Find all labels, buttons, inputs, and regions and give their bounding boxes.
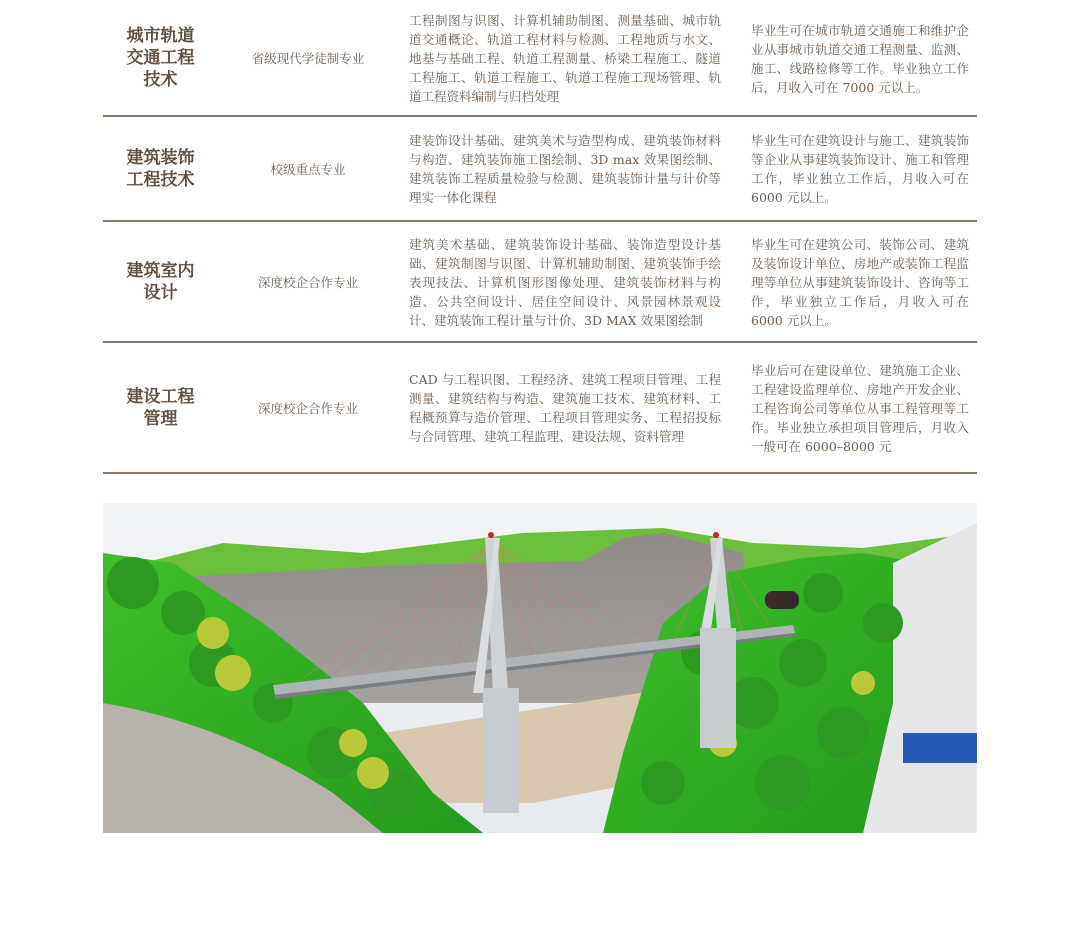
- major-jobs: 毕业生可在建筑设计与施工、建筑装饰等企业从事建筑装饰设计、施工和管理工作，毕业独立工作后，月收入可在 6000 元以上。: [751, 133, 969, 205]
- table-row: [103, 0, 977, 117]
- major-name: 城市轨道 交通工程 技术: [126, 25, 195, 90]
- major-courses: CAD 与工程识图、工程经济、建筑工程项目管理、工程测量、建筑结构与构造、建筑施工技术、建筑材料、工程概预算与造价管理、工程项目管理实务、工程招投标与合同管理、建筑工程监理、建设法规、资料管理: [409, 372, 721, 444]
- major-level: 校级重点专业: [270, 161, 346, 177]
- major-level: 深度校企合作专业: [257, 400, 358, 416]
- major-name: 建筑装饰 工程技术: [126, 147, 195, 190]
- table-row: [103, 343, 977, 474]
- major-courses: 建装饰设计基础、建筑美术与造型构成、建筑装饰材料与构造、建筑装饰施工图绘制、3D max 效果图绘制、建筑装饰工程质量检验与检测、建筑装饰计量与计价等理实一体化课程: [409, 133, 721, 205]
- major-name: 建筑室内 设计: [126, 260, 195, 303]
- table-row: [103, 117, 977, 222]
- bridge-model-photo: [103, 503, 977, 833]
- major-courses: 工程制图与识图、计算机辅助制图、测量基础、城市轨道交通概论、轨道工程材料与检测、工程地质与水文、地基与基础工程、轨道工程测量、桥梁工程施工、隧道工程施工、轨道工程施工、轨道工程施工现场管理、轨道工程资料编制与归档处理: [409, 13, 721, 104]
- major-courses: 建筑美术基础、建筑装饰设计基础、装饰造型设计基础、建筑制图与识图、计算机辅助制图、建筑装饰手绘表现技法、计算机图形图像处理、建筑装饰材料与构造、公共空间设计、居住空间设计、风景园林景观设计、建筑装饰工程计量与计价、3D MAX 效果图绘制: [409, 237, 721, 328]
- major-level: 深度校企合作专业: [257, 274, 358, 290]
- major-jobs: 毕业后可在建设单位、建筑施工企业、工程建设监理单位、房地产开发企业、工程咨询公司等单位从事工程管理等工作。毕业独立承担项目管理后，月收入一般可在 6000–8000 元: [751, 363, 969, 454]
- majors-table: [103, 0, 977, 474]
- major-jobs: 毕业生可在城市轨道交通施工和维护企业从事城市轨道交通工程测量、监测、施工、线路检修等工作。毕业独立工作后，月收入可在 7000 元以上。: [751, 23, 969, 95]
- major-level: 省级现代学徒制专业: [251, 50, 365, 66]
- major-jobs: 毕业生可在建筑公司、装饰公司、建筑及装饰设计单位、房地产或装饰工程监理等单位从事建筑装饰设计、咨询等工作，毕业独立工作后，月收入可在 6000 元以上。: [751, 237, 969, 328]
- major-name: 建设工程 管理: [126, 386, 195, 429]
- table-row: [103, 222, 977, 343]
